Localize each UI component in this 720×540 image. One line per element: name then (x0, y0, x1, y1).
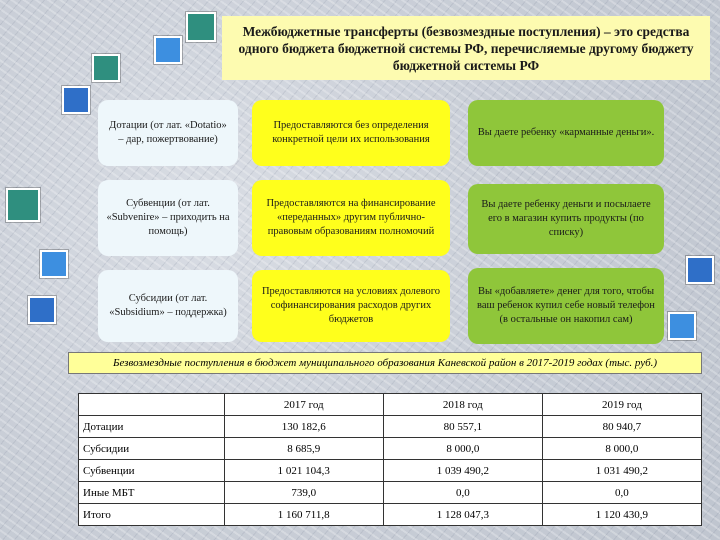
table-cell: 1 160 711,8 (224, 504, 383, 526)
table-cell: 1 120 430,9 (542, 504, 701, 526)
table-cell: 1 021 104,3 (224, 460, 383, 482)
decor-square-1 (186, 12, 216, 42)
transfers-table (78, 393, 702, 526)
table-header-cell: 2019 год (542, 394, 701, 416)
term-subvencii: Субвенции (от лат. «Subvenire» – приходить на помощь) (98, 180, 238, 256)
example-subvencii: Вы даете ребенку деньги и посылаете его в магазин купить продукты (по списку) (468, 184, 664, 254)
table-cell: 80 940,7 (542, 416, 701, 438)
table-row (79, 460, 702, 482)
term-dotacii: Дотации (от лат. «Dotatio» – дар, пожертвование) (98, 100, 238, 166)
definition-subvencii: Предоставляются на финансирование «переданных» другим публично-правовым образованиям полномочий (252, 180, 450, 256)
decor-square-7 (28, 296, 56, 324)
table-row (79, 438, 702, 460)
table-cell: 1 031 490,2 (542, 460, 701, 482)
decor-square-6 (40, 250, 68, 278)
decor-square-5 (6, 188, 40, 222)
row-label: Итого (79, 504, 225, 526)
table-cell: 0,0 (542, 482, 701, 504)
table-cell: 130 182,6 (224, 416, 383, 438)
table-row-total (79, 504, 702, 526)
decor-square-8 (686, 256, 714, 284)
table-cell: 8 000,0 (542, 438, 701, 460)
decor-square-2 (154, 36, 182, 64)
row-label: Субвенции (79, 460, 225, 482)
table-row (79, 416, 702, 438)
table-cell: 8 000,0 (383, 438, 542, 460)
term-subsidii: Субсидии (от лат. «Subsidium» – поддержка) (98, 270, 238, 342)
table-cell: 0,0 (383, 482, 542, 504)
header-definition: Межбюджетные трансферты (безвозмездные поступления) – это средства одного бюджета бюджетной системы РФ, перечисляемые другому бюджету бюджетной системы РФ (222, 16, 710, 80)
table-header-cell (79, 394, 225, 416)
table-cell: 80 557,1 (383, 416, 542, 438)
table-header-cell: 2017 год (224, 394, 383, 416)
decor-square-4 (62, 86, 90, 114)
table-header-row (79, 394, 702, 416)
table-cell: 1 039 490,2 (383, 460, 542, 482)
decor-square-3 (92, 54, 120, 82)
table-caption: Безвозмездные поступления в бюджет муниципального образования Каневской район в 2017-2019 годах (тыс. руб.) (68, 352, 702, 374)
row-label: Иные МБТ (79, 482, 225, 504)
table-cell: 8 685,9 (224, 438, 383, 460)
example-dotacii: Вы даете ребенку «карманные деньги». (468, 100, 664, 166)
row-label: Субсидии (79, 438, 225, 460)
table-row (79, 482, 702, 504)
definition-subsidii: Предоставляются на условиях долевого софинансирования расходов других бюджетов (252, 270, 450, 342)
definition-dotacii: Предоставляются без определения конкретной цели их использования (252, 100, 450, 166)
table-cell: 1 128 047,3 (383, 504, 542, 526)
example-subsidii: Вы «добавляете» денег для того, чтобы ваш ребенок купил себе новый телефон (в остальные он накопил сам) (468, 268, 664, 344)
table-cell: 739,0 (224, 482, 383, 504)
table-header-cell: 2018 год (383, 394, 542, 416)
row-label: Дотации (79, 416, 225, 438)
decor-square-9 (668, 312, 696, 340)
